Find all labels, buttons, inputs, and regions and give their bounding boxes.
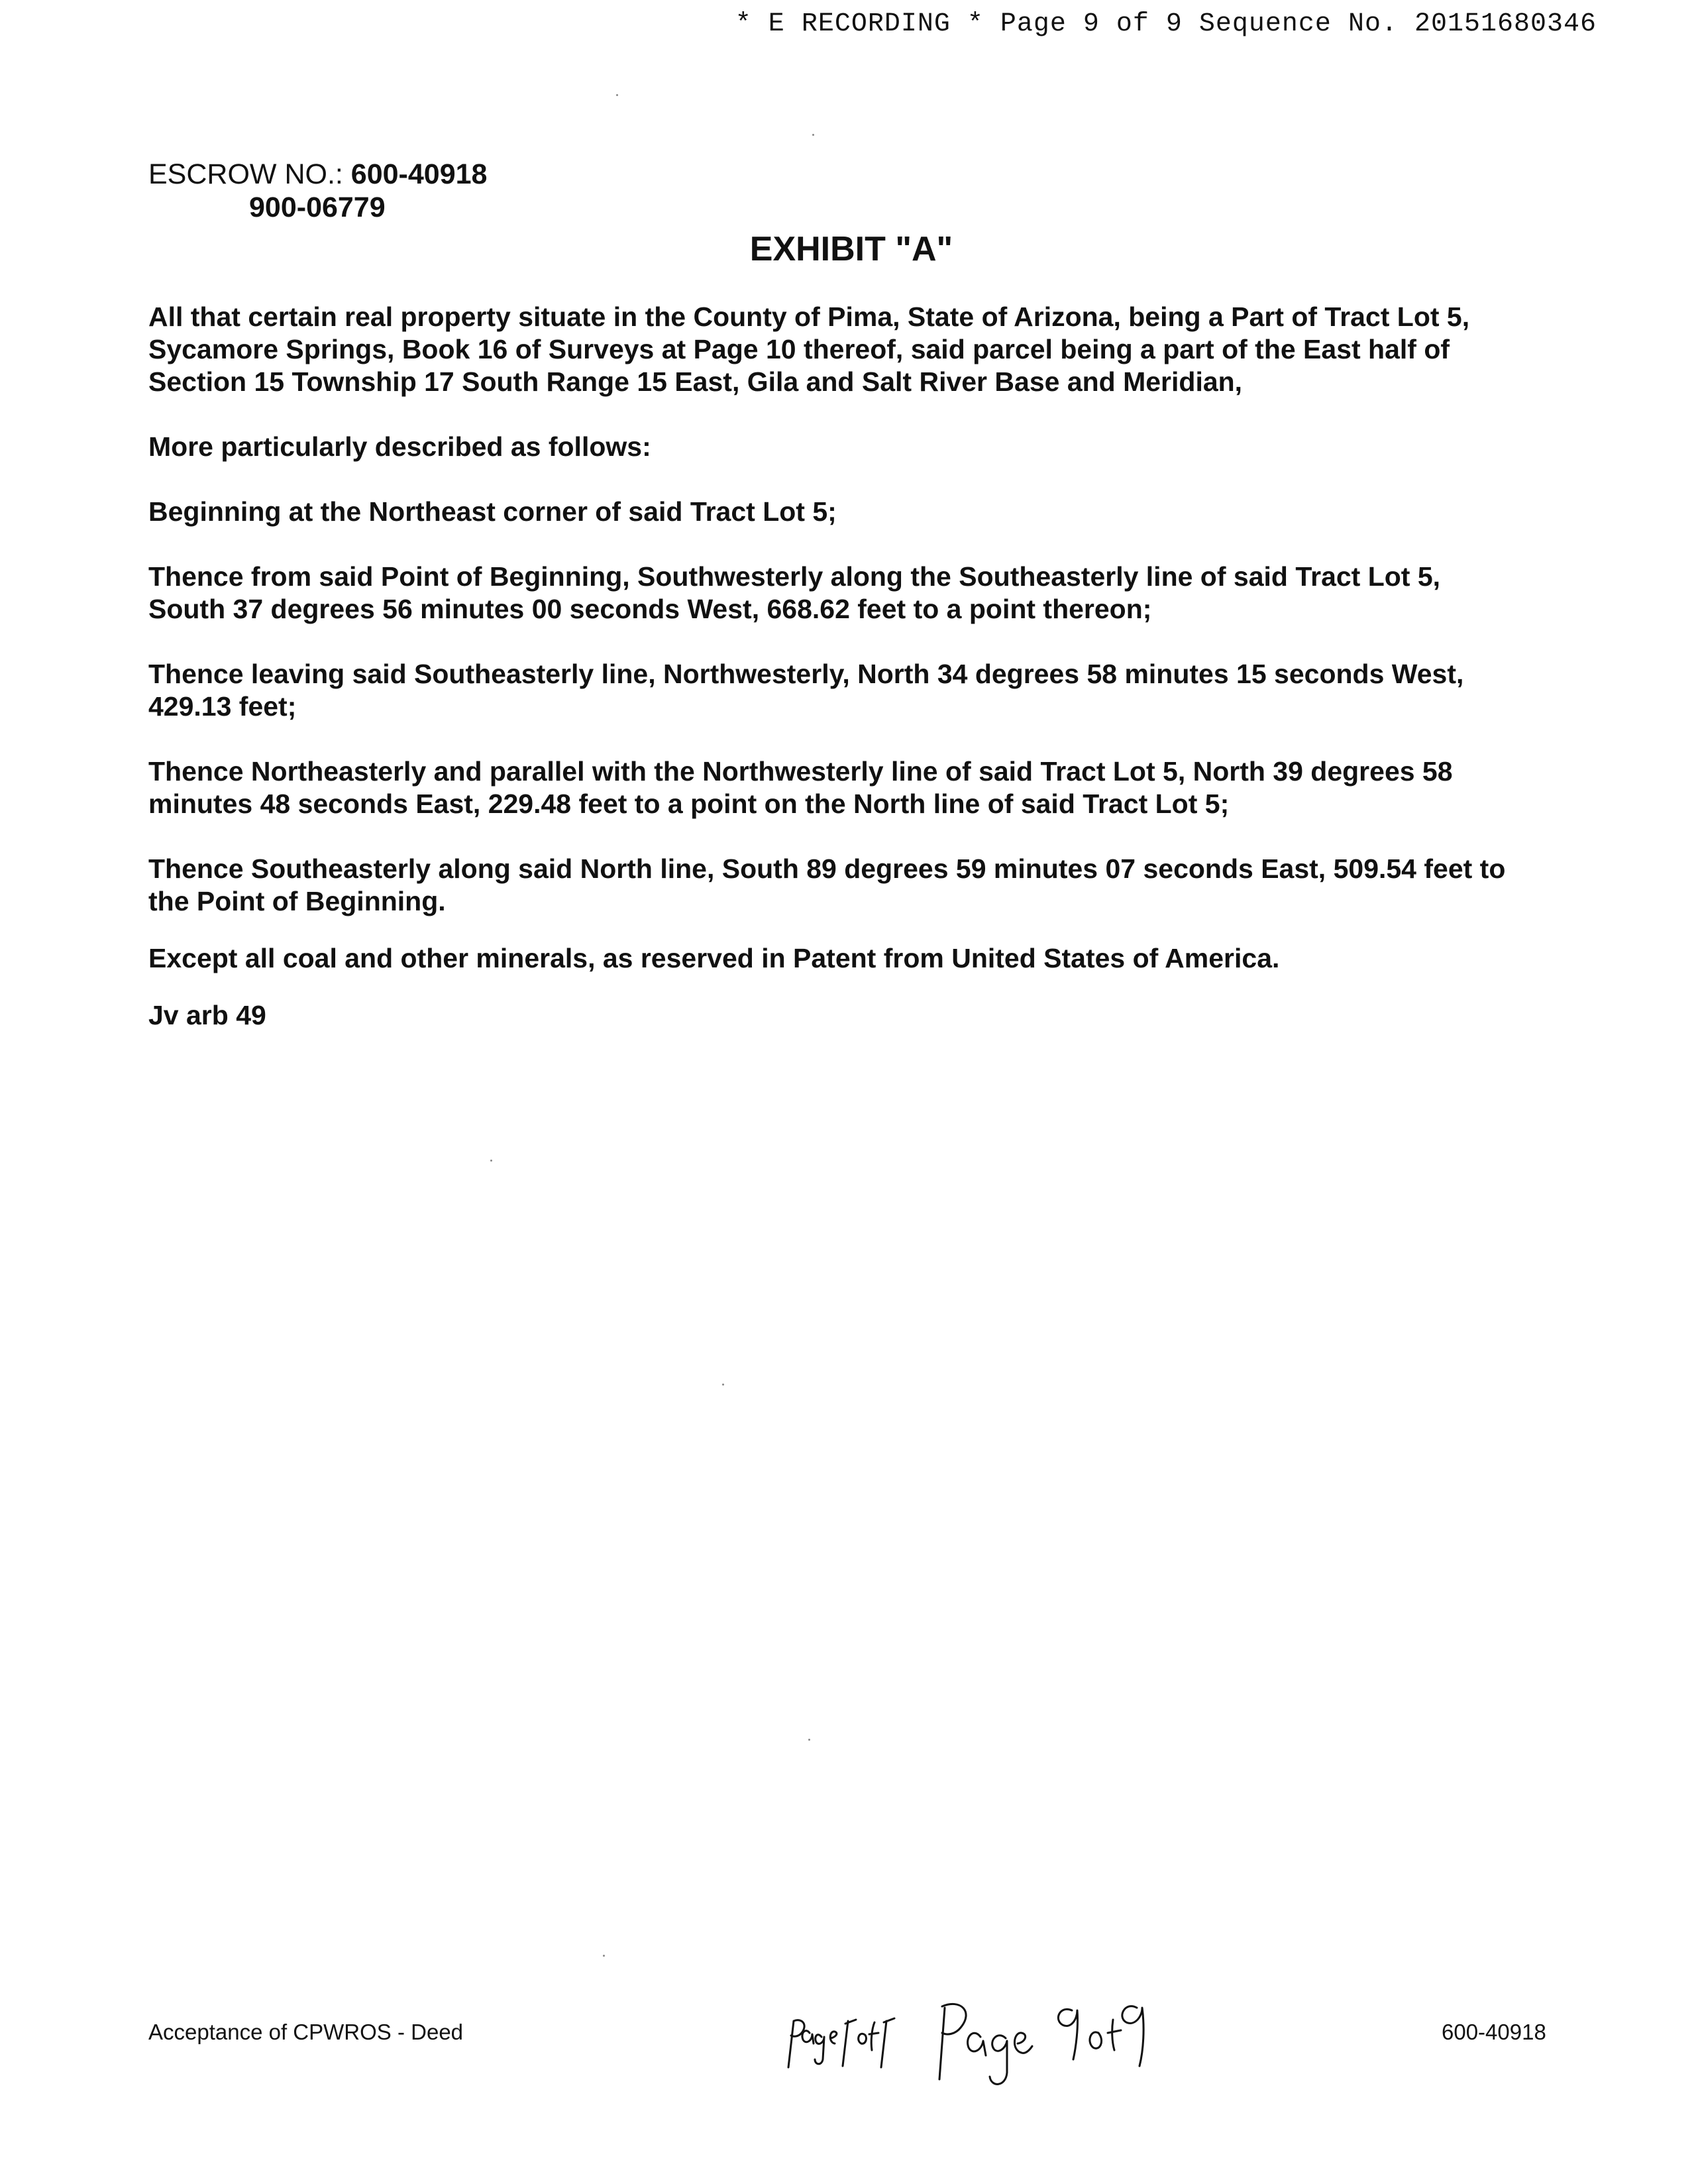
escrow-number-primary: 600-40918	[350, 158, 488, 190]
scan-speck	[812, 134, 814, 136]
legal-paragraph-initials: Jv arb 49	[148, 1000, 266, 1030]
legal-paragraph-beginning: Beginning at the Northeast corner of said Tract Lot 5;	[148, 496, 837, 527]
escrow-number-secondary: 900-06779	[249, 191, 386, 223]
legal-description	[148, 301, 1566, 1064]
legal-paragraph-described: More particularly described as follows:	[148, 431, 651, 462]
exhibit-title: EXHIBIT "A"	[749, 230, 953, 268]
legal-paragraph-course-3: Thence Northeasterly and parallel with the Northwesterly line of said Tract Lot 5, North 39 degrees 58 minutes 48 seconds East, 229.48 feet to a point on the North line of said Tract Lot 5;	[148, 756, 1453, 819]
footer-escrow-number: 600-40918	[1442, 2020, 1546, 2044]
legal-paragraph-exception: Except all coal and other minerals, as reserved in Patent from United States of America.	[148, 943, 1280, 973]
scan-speck	[808, 1739, 810, 1741]
scan-speck	[722, 1384, 724, 1386]
scan-speck	[603, 1955, 605, 1957]
legal-paragraph-intro: All that certain real property situate in the County of Pima, State of Arizona, being a Part of Tract Lot 5, Sycamore Springs, Book 16 of Surveys at Page 10 thereof, said parcel being a part of the East half of Section 15 Township 17 South Range 15 East, Gila and Salt River Base and Meridian,	[148, 301, 1470, 397]
legal-paragraph-course-2: Thence leaving said Southeasterly line, Northwesterly, North 34 degrees 58 minutes 15 seconds West, 429.13 feet;	[148, 659, 1464, 722]
scan-speck	[616, 94, 618, 96]
footer-document-title: Acceptance of CPWROS - Deed	[148, 2020, 464, 2044]
legal-paragraph-course-1: Thence from said Point of Beginning, Southwesterly along the Southeasterly line of said Tract Lot 5, South 37 degrees 56 minutes 00 seconds West, 668.62 feet to a point thereon;	[148, 561, 1441, 624]
handwritten-page-annotation	[782, 1981, 1153, 2094]
legal-paragraph-course-4: Thence Southeasterly along said North line, South 89 degrees 59 minutes 07 seconds East, 509.54 feet to the Point of Beginning.	[148, 853, 1506, 916]
recording-header: * E RECORDING * Page 9 of 9 Sequence No. 20151680346	[735, 9, 1597, 39]
escrow-block	[148, 158, 487, 224]
scan-speck	[490, 1160, 492, 1162]
escrow-label: ESCROW NO.:	[148, 158, 343, 190]
